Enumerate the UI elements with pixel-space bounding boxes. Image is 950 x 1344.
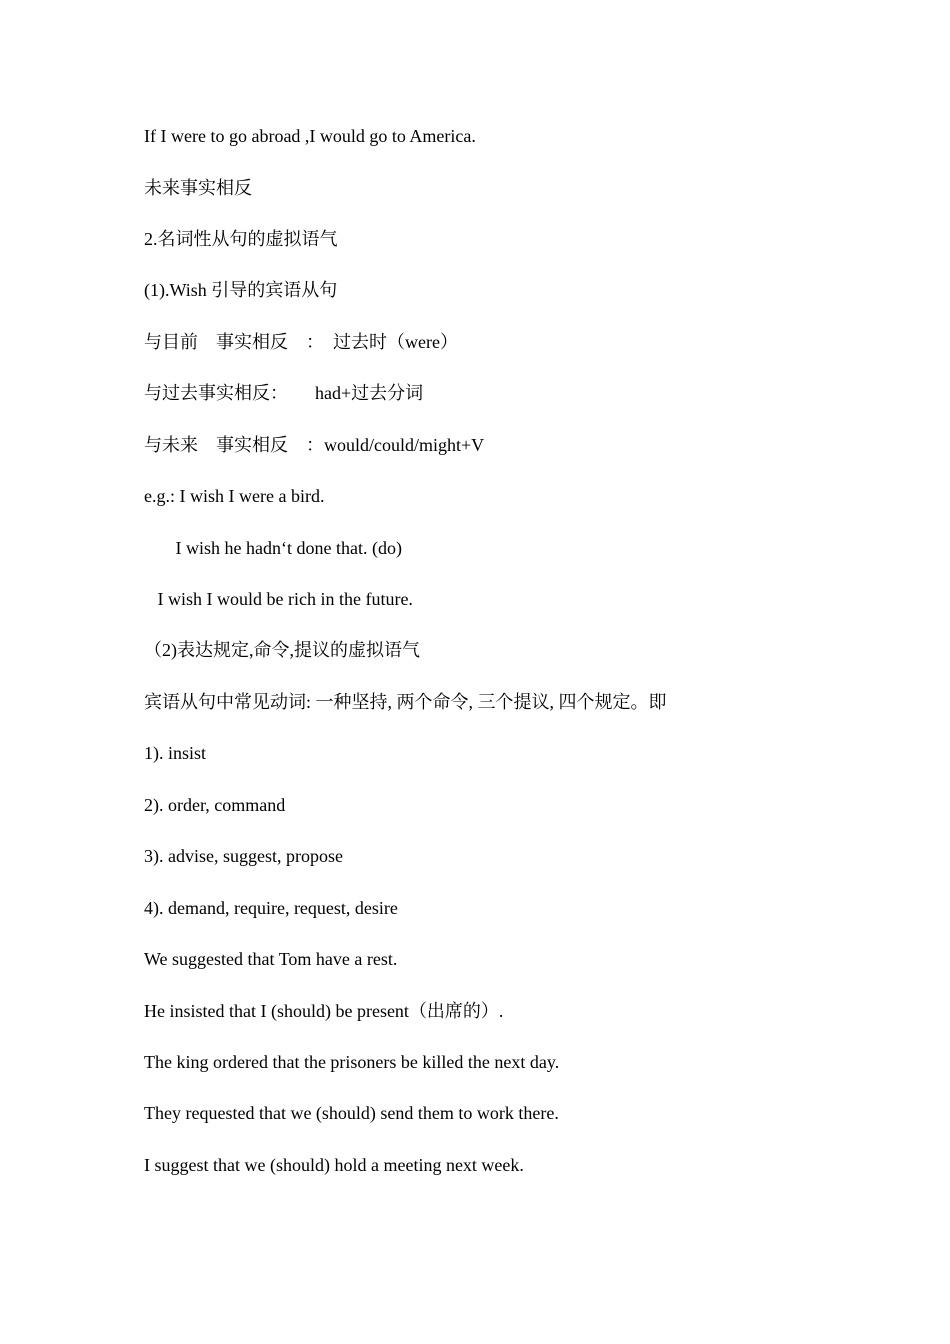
text-line-4: (1).Wish 引导的宾语从句	[144, 280, 338, 300]
text-line-5: 与目前 事实相反 ： 过去时（were）	[144, 332, 458, 352]
text-line-11: （2)表达规定,命令,提议的虚拟语气	[144, 640, 420, 660]
text-line-16: 4). demand, require, request, desire	[144, 898, 398, 918]
text-line-18: He insisted that I (should) be present（出席的）.	[144, 1001, 504, 1021]
text-line-12: 宾语从句中常见动词: 一种坚持, 两个命令, 三个提议, 四个规定。即	[144, 692, 667, 712]
text-line-2: 未来事实相反	[144, 178, 252, 198]
text-line-7: 与未来 事实相反 ：would/could/might+V	[144, 435, 485, 455]
text-line-1: If I were to go abroad ,I would go to America.	[144, 126, 476, 146]
text-line-3: 2.名词性从句的虚拟语气	[144, 229, 338, 249]
text-line-17: We suggested that Tom have a rest.	[144, 949, 398, 969]
text-line-8: e.g.: I wish I were a bird.	[144, 486, 325, 506]
text-line-21: I suggest that we (should) hold a meeting next week.	[144, 1155, 524, 1175]
text-line-6: 与过去事实相反： had+过去分词	[144, 383, 424, 403]
text-line-15: 3). advise, suggest, propose	[144, 846, 343, 866]
text-line-10: I wish I would be rich in the future.	[144, 589, 413, 609]
text-line-9: I wish he hadn‘t done that. (do)	[144, 538, 402, 558]
text-line-20: They requested that we (should) send them to work there.	[144, 1103, 559, 1123]
text-line-14: 2). order, command	[144, 795, 286, 815]
text-line-13: 1). insist	[144, 743, 207, 763]
text-line-19: The king ordered that the prisoners be killed the next day.	[144, 1052, 560, 1072]
